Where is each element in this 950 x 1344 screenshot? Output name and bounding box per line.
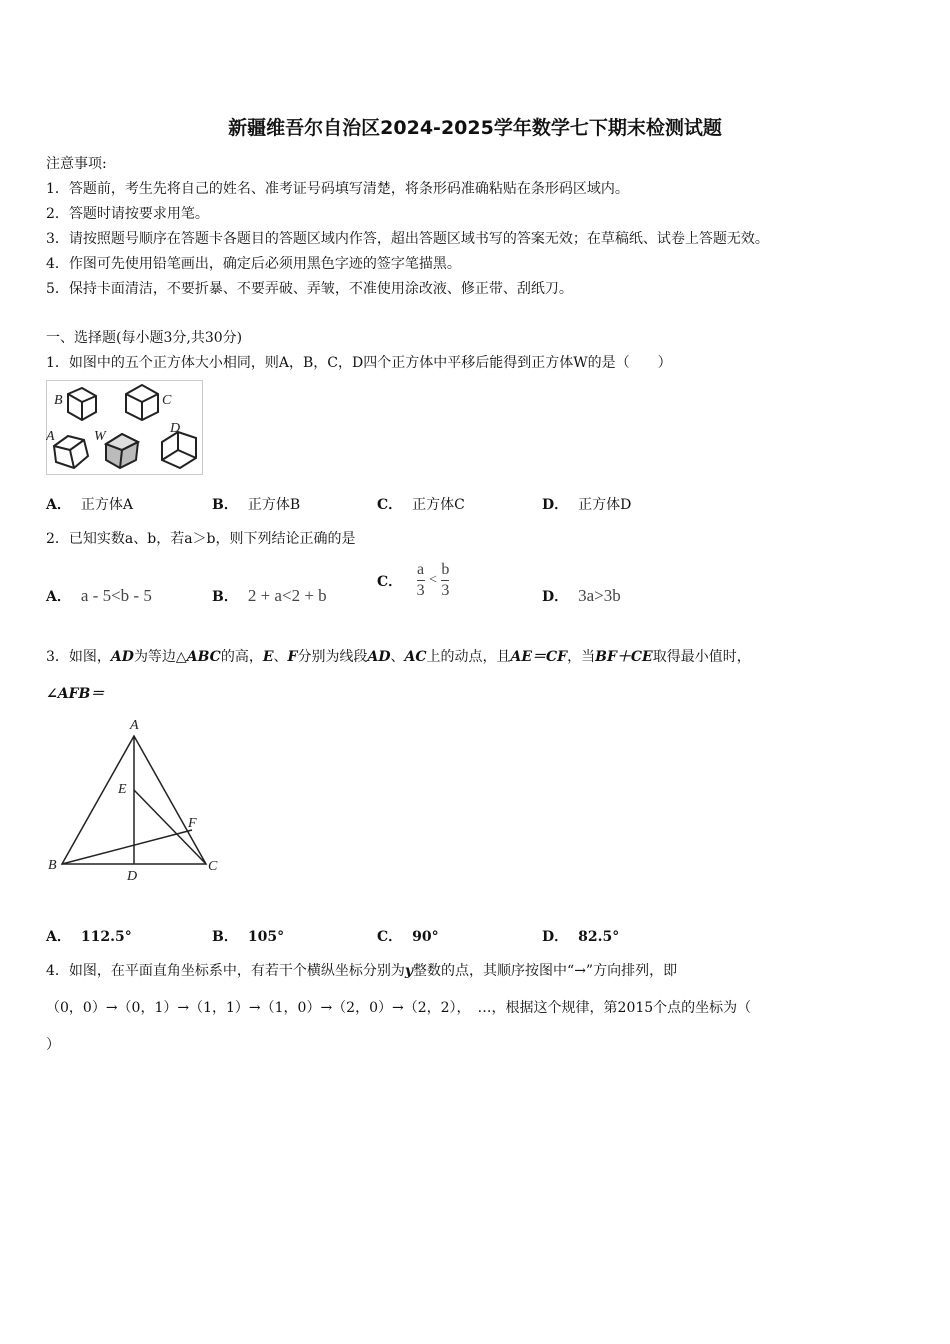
notice-item: 4．作图可先使用铅笔画出，确定后必须用黑色字迹的签字笔描黑。 [46, 256, 461, 272]
cube-b [68, 388, 96, 420]
q4-closing: ） [46, 1037, 60, 1053]
label-w: W [94, 429, 106, 444]
section-heading: 一、选择题(每小题3分,共30分) [46, 330, 243, 346]
notice-item: 5．保持卡面清洁，不要折暴、不要弄破、弄皱，不准使用涂改液、修正带、刮纸刀。 [46, 281, 573, 297]
q3-triangle-figure [44, 712, 224, 882]
label-a: A [46, 429, 55, 444]
notice-item: 1．答题前，考生先将自己的姓名、准考证号码填写清楚，将条形码准确粘贴在条形码区域内。 [46, 181, 629, 197]
label-b: B [54, 393, 63, 408]
q4-sequence: （0，0）→（0，1）→（1，1）→（1，0）→（2，0）→（2，2）， …，根据这个规律，第2015个点的坐标为（ [46, 1000, 752, 1016]
q2-option-c[interactable]: C． $\frac{a}{3}$ < $\frac{b}{3}$ [377, 561, 450, 599]
q3-option-c[interactable]: C． 90° [377, 929, 439, 945]
point-d: D [127, 869, 138, 882]
q1-stem: 1．如图中的五个正方体大小相同，则A，B，C，D四个正方体中平移后能得到正方体W的是（ ） [46, 355, 672, 371]
q3-option-d[interactable]: D． 82.5° [542, 929, 620, 945]
label-c: C [162, 393, 172, 408]
q1-cube-figure [46, 380, 203, 475]
q1-option-c[interactable]: C． 正方体C [377, 497, 465, 513]
q1-option-b[interactable]: B． 正方体B [212, 497, 301, 513]
cube-c [126, 385, 158, 420]
q2-option-a[interactable]: A． a - 5<b - 5 [46, 586, 152, 605]
q3-option-b[interactable]: B． 105° [212, 929, 285, 945]
cube-d [162, 432, 196, 468]
point-f: F [188, 816, 197, 831]
page-title: 新疆维吾尔自治区2024-2025学年数学七下期末检测试题 [228, 117, 722, 139]
q1-option-a[interactable]: A． 正方体A [46, 497, 133, 513]
point-c: C [208, 859, 218, 874]
point-a: A [130, 718, 139, 733]
q3-option-a[interactable]: A． 112.5° [46, 929, 132, 945]
label-d: D [170, 421, 181, 436]
q2-option-b[interactable]: B． 2 + a<2 + b [212, 586, 327, 605]
q2-stem: 2．已知实数a、b，若a＞b，则下列结论正确的是 [46, 531, 356, 547]
q3-stem: 3．如图，AD为等边△ABC的高，E、F分别为线段AD、AC上的动点，且AE＝CF，当BF＋CE取得最小值时， [46, 649, 751, 665]
notice-item: 3．请按照题号顺序在答题卡各题目的答题区域内作答，超出答题区域书写的答案无效；在草稿纸、试卷上答题无效。 [46, 231, 769, 247]
point-b: B [48, 858, 57, 873]
point-e: E [118, 782, 127, 797]
notice-heading: 注意事项: [46, 156, 107, 172]
q1-option-d[interactable]: D． 正方体D [542, 497, 632, 513]
q2-option-d[interactable]: D． 3a>3b [542, 586, 621, 605]
notice-item: 2．答题时请按要求用笔。 [46, 206, 209, 222]
cube-a [54, 436, 88, 468]
q3-stem-line2: ∠AFB＝ [46, 686, 105, 702]
cube-w [106, 434, 138, 468]
q4-stem: 4．如图，在平面直角坐标系中，有若干个横纵坐标分别为y整数的点，其顺序按图中“→”方向排列，即 [46, 963, 678, 979]
